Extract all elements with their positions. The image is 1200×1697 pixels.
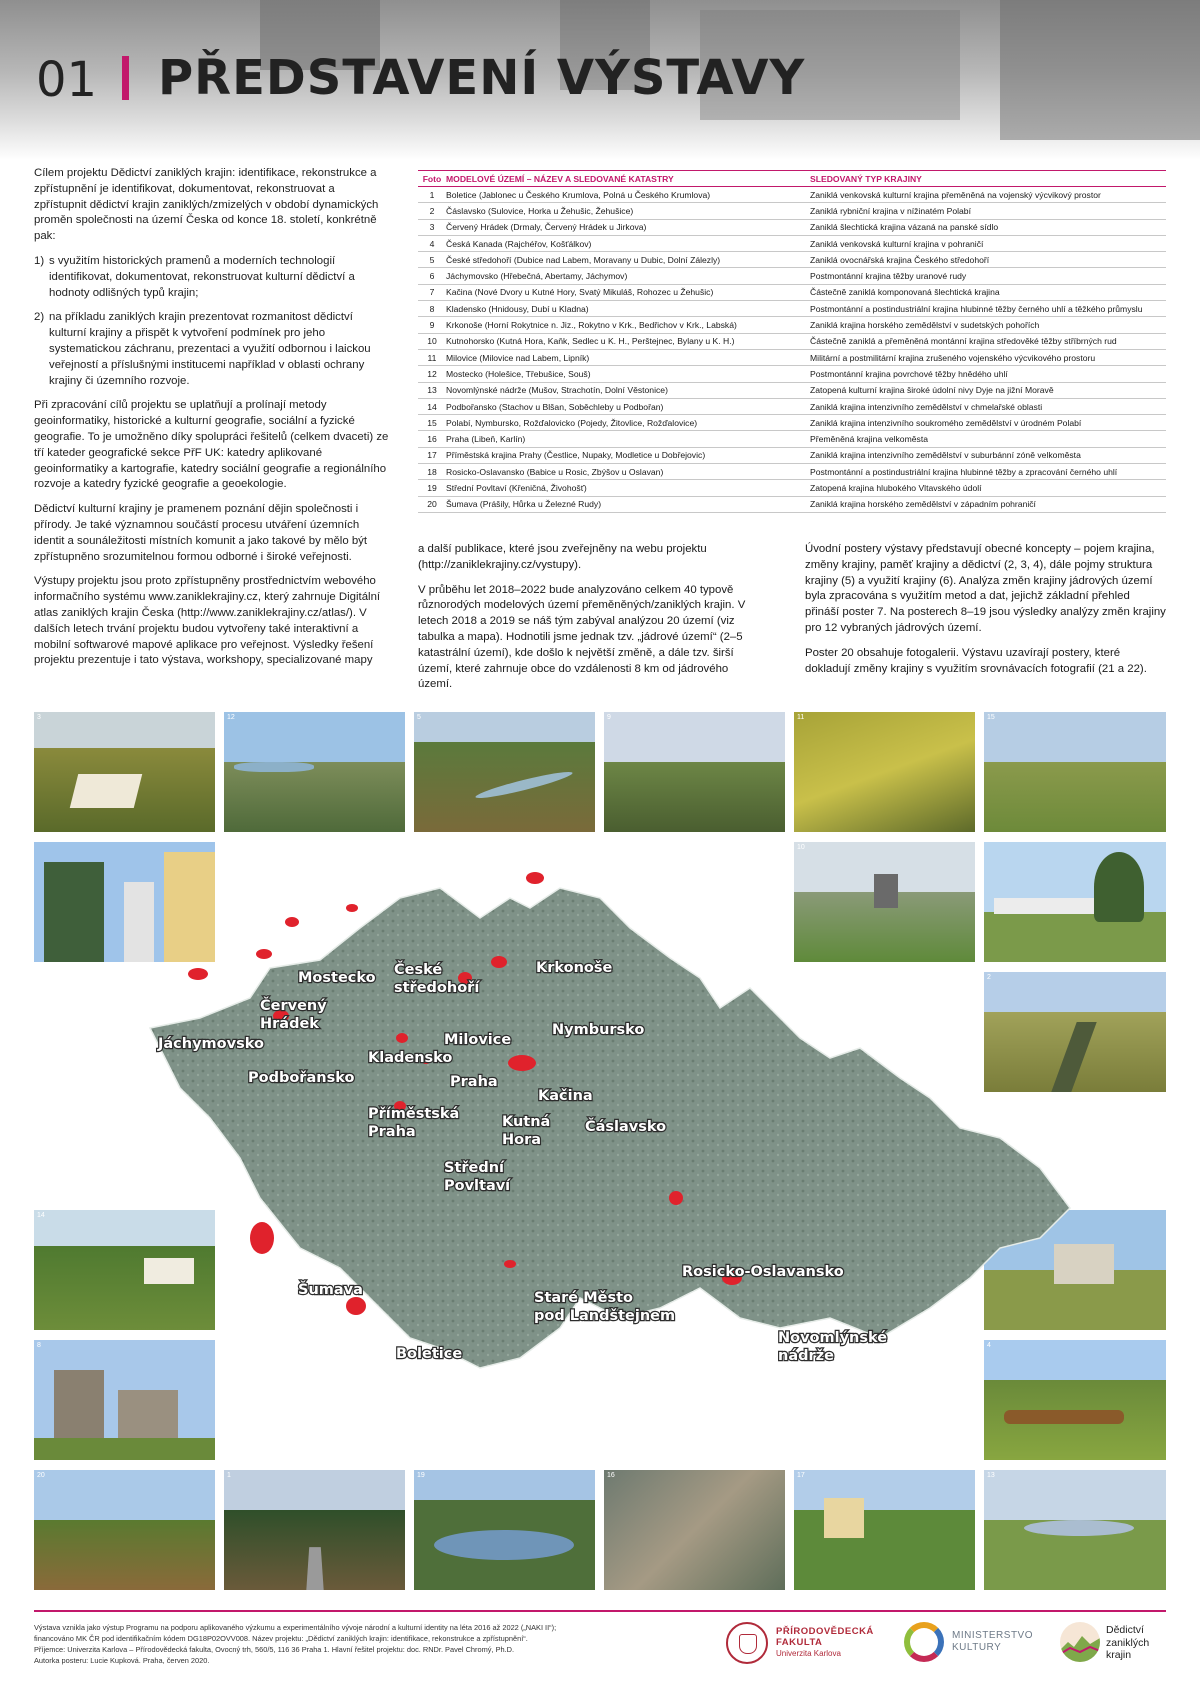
map-label-novomlynske: Novomlýnské (778, 1330, 888, 1346)
map-label-sumava: Šumava (298, 1282, 363, 1298)
logo-text-line: krajin (1106, 1649, 1132, 1661)
area-kladensko (396, 1033, 408, 1043)
map-label-mostecko: Mostecko (298, 970, 376, 986)
photo-number: 11 (797, 714, 805, 721)
cell-type: Zaniklá rybniční krajina v nížinatém Polabí (810, 203, 1166, 219)
footer-divider (34, 1610, 1166, 1612)
cell-area: Střední Povltaví (Křeničná, Živohošť) (446, 480, 810, 496)
table-row (418, 464, 1166, 480)
table-row (418, 317, 1166, 333)
photo-number: 5 (417, 714, 421, 721)
cell-area: Česká Kanada (Rajchéřov, Košťálkov) (446, 235, 810, 251)
area-boletice (346, 1297, 366, 1315)
table-header-foto: Foto (418, 171, 446, 187)
table-row (418, 252, 1166, 268)
photo-number: 17 (797, 1472, 805, 1479)
intro-paragraph: Při zpracování cílů projektu se uplatňují a prolínají metody geoinformatiky, historické a kulturní geografie, sociální a fyzické geografie. To je umožněno díky spolupráci řešitelů (celkem dvaceti) ze tří kateder geografické sekce PřF UK: katedry aplikované geoinformatiky a kartografie, katedry sociální geografie a regionálního rozvoje a katedry fyzické geografie a geoekologie. (34, 399, 389, 491)
cell-area: Příměstská krajina Prahy (Čestlice, Nupaky, Modletice u Dobřejovic) (446, 447, 810, 463)
logo-text-line: PŘÍRODOVĚDECKÁ (776, 1626, 874, 1637)
project-logo (1060, 1622, 1170, 1666)
cell-foto: 17 (418, 447, 446, 463)
map-label-kladensko: Kladensko (368, 1050, 453, 1066)
logo-text-line: FAKULTA (776, 1637, 823, 1648)
model-areas-table (418, 170, 1166, 513)
photo-number: 15 (987, 714, 995, 721)
cell-area: Kačina (Nové Dvory u Kutné Hory, Svatý Mikuláš, Rohozec u Žehušic) (446, 284, 810, 300)
photo-ruins-garden (34, 1470, 215, 1590)
map-label-caslavsko: Čáslavsko (585, 1119, 667, 1135)
ministry-of-culture-logo (904, 1622, 1039, 1666)
area-nymbursko (491, 956, 507, 968)
page-title: PŘEDSTAVENÍ VÝSTAVY (158, 50, 806, 106)
cell-area: Mostecko (Holešice, Třebušice, Souš) (446, 366, 810, 382)
photo-number: 12 (227, 714, 235, 721)
list-text: na příkladu zaniklých krajin prezentovat rozmanitost dědictví kulturní krajiny a přispět k vytvoření podmínek pro jeho systematickou záchranu, prezentaci a využití odbornou i laickou veřejností a příslušnými institucemi například v oblasti ochrany krajiny či územního rozvoje. (49, 311, 371, 387)
photo-number: 9 (607, 714, 611, 721)
cell-foto: 9 (418, 317, 446, 333)
table-row (418, 496, 1166, 512)
table-row (418, 431, 1166, 447)
logo-text (776, 1626, 874, 1648)
photo-military-area (794, 712, 975, 832)
cell-type: Zaniklá venkovská kulturní krajina v pohraničí (810, 235, 1166, 251)
cell-type: Zaniklá krajina horského zemědělství v sudetských pohořích (810, 317, 1166, 333)
area-ceske-stredohori (346, 904, 358, 912)
map-label-kutna-hora: Kutná (502, 1114, 551, 1130)
cell-area: Kladensko (Hnidousy, Dubí u Kladna) (446, 301, 810, 317)
cell-foto: 10 (418, 333, 446, 349)
photo-suburban-yard (794, 1470, 975, 1590)
map-label-krkonose: Krkonoše (536, 960, 613, 976)
cell-foto: 8 (418, 301, 446, 317)
intro-column (34, 166, 390, 678)
photo-city-aerial (604, 1470, 785, 1590)
table-row (418, 415, 1166, 431)
area-stare-mesto (504, 1260, 516, 1268)
footer-credits (34, 1622, 674, 1666)
area-sumava (250, 1222, 274, 1254)
list-text: s využitím historických pramenů a moderních technologií identifikovat, dokumentovat, rekonstruovat kulturní dědictví a hodnoty odlišných typů krajin; (49, 254, 355, 299)
logo-text (1106, 1624, 1149, 1662)
table-row (418, 187, 1166, 203)
photo-reservoir (414, 1470, 595, 1590)
cell-foto: 11 (418, 349, 446, 365)
cell-foto: 13 (418, 382, 446, 398)
photo-number: 20 (37, 1472, 45, 1479)
czechia-map (140, 868, 1080, 1388)
map-label-kacina: Kačina (538, 1088, 593, 1104)
logo-text-line: KULTURY (952, 1642, 1002, 1653)
map-label-cerveny-hradek: Červený (260, 998, 327, 1014)
cell-foto: 19 (418, 480, 446, 496)
map-label-primestska-praha: Praha (368, 1124, 416, 1140)
cell-foto: 20 (418, 496, 446, 512)
map-label-stare-mesto: pod Landštejnem (534, 1308, 676, 1324)
map-label-ceske-stredohori: České (394, 962, 443, 978)
logo-text-line: MINISTERSTVO (952, 1630, 1034, 1641)
list-item (34, 310, 390, 389)
cell-type: Postmontánní krajina povrchové těžby hnědého uhlí (810, 366, 1166, 382)
middle-column (418, 542, 758, 702)
cell-foto: 6 (418, 268, 446, 284)
title-divider (122, 56, 129, 100)
list-number: 1) (34, 254, 45, 267)
logo-text-line: zaniklých (1106, 1636, 1150, 1649)
middle-paragraph: a další publikace, které jsou zveřejněny na webu projektu (http://zaniklekrajiny.cz/vystupy). (418, 543, 707, 571)
map-label-kutna-hora: Hora (502, 1132, 542, 1148)
cell-area: České středohoří (Dubice nad Labem, Moravany u Dubic, Dolní Zálezly) (446, 252, 810, 268)
intro-paragraph: Cílem projektu Dědictví zaniklých krajin: identifikace, rekonstrukce a zpřístupnění je identifikovat, dokumentovat, rekonstruovat a zpřístupnit dědictví krajin zaniklých/zmizelých v období dynamických proměn společnosti na území Česka od konce 18. století, konkrétně pak: (34, 167, 379, 243)
logo-text-line: Univerzita Karlova (776, 1649, 841, 1658)
middle-paragraph: V průběhu let 2018–2022 bude analyzováno celkem 40 typově různorodých modelových území přeměněných/zaniklých krajin. V letech 2018 a 2019 se náš tým zabýval analýzou 20 území (viz tabulka a mapa). Hodnotili jsme jednak tzv. „jádrové území“ (2–5 katastrální území), kde došlo k největší změně, a dále tzv. širší území, které zahrnuje obce do vzdálenosti 8 km od jádrového území. (418, 583, 746, 691)
cell-area: Jáchymovsko (Hřebečná, Abertamy, Jáchymov) (446, 268, 810, 284)
map-label-jachymovsko: Jáchymovsko (158, 1036, 264, 1052)
cell-area: Šumava (Prášily, Hůrka u Železné Rudy) (446, 496, 810, 512)
header-photo-shape (1000, 0, 1200, 140)
intro-paragraph: Výstupy projektu jsou proto zpřístupněny prostřednictvím webového informačního systému www.zaniklekrajiny.cz, který zahrnuje Digitální atlas zaniklých krajin Česka (http://www.zaniklekrajiny.cz/atlas/). V dalších letech trvání projektu budou vytvořeny také interaktivní a mobilní softwarové mapové aplikace pro veřejnost. Výsledky řešení projektu prezentuje i tato výstava, workshopy, specializované mapy (34, 575, 381, 667)
table-row (418, 268, 1166, 284)
cell-foto: 5 (418, 252, 446, 268)
cell-area: Čáslavsko (Sulovice, Horka u Žehušic, Žehušice) (446, 203, 810, 219)
cell-type: Postmontánní krajina těžby uranové rudy (810, 268, 1166, 284)
cell-type: Zaniklá šlechtická krajina vázaná na panské sídlo (810, 219, 1166, 235)
map-label-stredni-povltavi: Střední (444, 1160, 505, 1176)
table-header-row (418, 171, 1166, 187)
cell-foto: 12 (418, 366, 446, 382)
table-row (418, 219, 1166, 235)
right-paragraph: Poster 20 obsahuje fotogalerii. Výstavu uzavírají postery, které dokladují změny krajiny s využitím srovnávacích fotografií (21 a 22). (805, 646, 1147, 675)
logo-text-line: Dědictví (1106, 1624, 1144, 1636)
table-row (418, 333, 1166, 349)
area-krkonose (526, 872, 544, 884)
table-body (418, 187, 1166, 513)
cell-type: Postmontánní a postindustriální krajina hlubinné těžby černého uhlí a těžkého průmyslu (810, 301, 1166, 317)
table-row (418, 382, 1166, 398)
landscape-icon (1060, 1622, 1100, 1662)
cell-area: Boletice (Jablonec u Českého Krumlova, Polná u Českého Krumlova) (446, 187, 810, 203)
cell-area: Kutnohorsko (Kutná Hora, Kaňk, Sedlec u K. H., Perštejnec, Bylany u K. H.) (446, 333, 810, 349)
area-jachymovsko (188, 968, 208, 980)
cell-type: Militární a postmilitární krajina zrušeného vojenského výcvikového prostoru (810, 349, 1166, 365)
map-label-podboransko: Podbořansko (248, 1070, 355, 1086)
right-paragraph: Úvodní postery výstavy představují obecné koncepty – pojem krajina, změny krajiny, paměť krajiny a dědictví (2, 3, 4), dále pojmy struktura krajiny (5) a využití krajiny (6). Analýza změn krajiny jádrových území byla zpracována s využitím metod a dat, jejichž základní přehled přináší poster 7. Na posterech 8–19 jsou výsledky analýzy změn krajiny pro 12 vybraných jádrových území. (805, 543, 1166, 634)
photo-river-valley (414, 712, 595, 832)
cell-type: Zaniklá krajina horského zemědělství v západním pohraničí (810, 496, 1166, 512)
photo-number: 13 (987, 1472, 995, 1479)
cell-type: Částečně zaniklá a přeměněná montánní krajina středověké těžby stříbrných rud (810, 333, 1166, 349)
table-row (418, 301, 1166, 317)
table-row (418, 235, 1166, 251)
map-label-stare-mesto: Staré Město (534, 1290, 633, 1306)
table-row (418, 480, 1166, 496)
cell-type: Zaniklá krajina intenzivního soukromého zemědělství v úrodném Polabí (810, 415, 1166, 431)
cell-foto: 15 (418, 415, 446, 431)
photo-number: 1 (227, 1472, 231, 1479)
list-item (34, 254, 390, 301)
area-mostecko (285, 917, 299, 927)
table-row (418, 349, 1166, 365)
photo-number: 10 (797, 844, 805, 851)
area-rosicko (669, 1191, 683, 1205)
photo-number: 2 (987, 974, 991, 981)
map-label-milovice: Milovice (444, 1032, 512, 1048)
table-header-area: MODELOVÉ ÚZEMÍ – NÁZEV A SLEDOVANÉ KATASTRY (446, 171, 810, 187)
ministry-ring-icon (904, 1622, 944, 1662)
prf-uk-logo (726, 1622, 876, 1666)
cell-foto: 4 (418, 235, 446, 251)
cell-foto: 7 (418, 284, 446, 300)
table-row (418, 203, 1166, 219)
footer-line: Autorka posteru: Lucie Kupková. Praha, červen 2020. (34, 1656, 210, 1665)
cell-type: Zaniklá ovocnářská krajina Českého středohoří (810, 252, 1166, 268)
area-cerveny-hradek (256, 949, 272, 959)
map-label-rosicko: Rosicko-Oslavansko (682, 1264, 844, 1280)
photo-lake-lowland (984, 1470, 1166, 1590)
table-row (418, 447, 1166, 463)
cell-area: Podbořansko (Stachov u Blšan, Soběchleby u Podbořan) (446, 398, 810, 414)
photo-number: 14 (37, 1212, 45, 1219)
cell-foto: 2 (418, 203, 446, 219)
footer-line: Výstava vznikla jako výstup Programu na podporu aplikovaného výzkumu a experimentálního vývoje národní a kulturní identity na léta 2016 až 2022 („NAKI II“); (34, 1623, 557, 1632)
footer-line: Příjemce: Univerzita Karlova – Přírodovědecká fakulta, Ovocný trh, 560/5, 116 36 Praha 1. Hlavní řešitel projektu: doc. RNDr. Pavel Chromý, Ph.D. (34, 1645, 515, 1654)
cell-foto: 1 (418, 187, 446, 203)
photo-road-forest (224, 1470, 405, 1590)
map-label-ceske-stredohori: středohoří (394, 980, 480, 996)
map-label-cerveny-hradek: Hrádek (260, 1016, 319, 1032)
cell-type: Přeměněná krajina velkoměsta (810, 431, 1166, 447)
table-row (418, 366, 1166, 382)
photo-valley-town (224, 712, 405, 832)
intro-paragraph: Dědictví kulturní krajiny je pramenem poznání dějin společnosti i přírody. Je také významnou součástí procesu utváření územních identit a sounáležitosti místních komunit a jako takové by mělo být zpřístupněno srozumitelnou formou odborné i široké veřejnosti. (34, 503, 368, 563)
university-seal-icon (726, 1622, 768, 1664)
cell-foto: 3 (418, 219, 446, 235)
cell-area: Červený Hrádek (Drmaly, Červený Hrádek u Jirkova) (446, 219, 810, 235)
cell-area: Krkonoše (Horní Rokytnice n. Jiz., Rokytno v Krk., Bedřichov v Krk., Labská) (446, 317, 810, 333)
logo-text (952, 1630, 1033, 1654)
cell-area: Praha (Libeň, Karlín) (446, 431, 810, 447)
photo-field (984, 712, 1166, 832)
cell-area: Milovice (Milovice nad Labem, Lipník) (446, 349, 810, 365)
table-row (418, 398, 1166, 414)
cell-foto: 18 (418, 464, 446, 480)
cell-foto: 14 (418, 398, 446, 414)
cell-type: Zaniklá krajina intenzivního zemědělství v chmelařské oblasti (810, 398, 1166, 414)
cell-type: Zatopená kulturní krajina široké údolní nivy Dyje na jižní Moravě (810, 382, 1166, 398)
cell-type: Zatopená krajina hlubokého Vltavského údolí (810, 480, 1166, 496)
map-label-boletice: Boletice (396, 1346, 463, 1362)
cell-type: Zaniklá krajina intenzivního zemědělství v suburbánní zóně velkoměsta (810, 447, 1166, 463)
cell-area: Novomlýnské nádrže (Mušov, Strachotín, Dolní Věstonice) (446, 382, 810, 398)
photo-number: 19 (417, 1472, 425, 1479)
cell-type: Částečně zaniklá komponovaná šlechtická krajina (810, 284, 1166, 300)
table-header-type: SLEDOVANÝ TYP KRAJINY (810, 171, 1166, 187)
photo-number: 8 (37, 1342, 41, 1349)
photo-number: 4 (987, 1342, 991, 1349)
area-kutna-hora-kacina (508, 1055, 536, 1071)
map-label-primestska-praha: Příměstská (368, 1106, 460, 1122)
right-column (805, 542, 1167, 686)
photo-number: 16 (607, 1472, 615, 1479)
photo-mountains (604, 712, 785, 832)
poster-number: 01 (36, 52, 98, 108)
cell-area: Rosicko-Oslavansko (Babice u Rosic, Zbýšov u Oslavan) (446, 464, 810, 480)
map-label-stredni-povltavi: Povltaví (444, 1178, 511, 1194)
photo-castle-aerial (34, 712, 215, 832)
map-label-novomlynske: nádrže (778, 1348, 834, 1364)
footer-line: financováno MK ČR pod identifikačním kódem DG18P02OVV008. Název projektu: „Dědictví zaniklých krajin: identifikace, rekonstrukce a zpřístupnění“. (34, 1634, 528, 1643)
table-row (418, 284, 1166, 300)
cell-type: Zaniklá venkovská kulturní krajina přeměněná na vojenský výcvikový prostor (810, 187, 1166, 203)
photo-number: 3 (37, 714, 41, 721)
cell-area: Polabí, Nymbursko, Rožďalovicko (Pojedy, Žitovlice, Rožďalovice) (446, 415, 810, 431)
cell-type: Postmontánní a postindustriální krajina hlubinné těžby a zpracování černého uhlí (810, 464, 1166, 480)
list-number: 2) (34, 311, 45, 324)
cell-foto: 16 (418, 431, 446, 447)
map-label-praha: Praha (450, 1074, 498, 1090)
map-label-nymbursko: Nymbursko (552, 1022, 645, 1038)
